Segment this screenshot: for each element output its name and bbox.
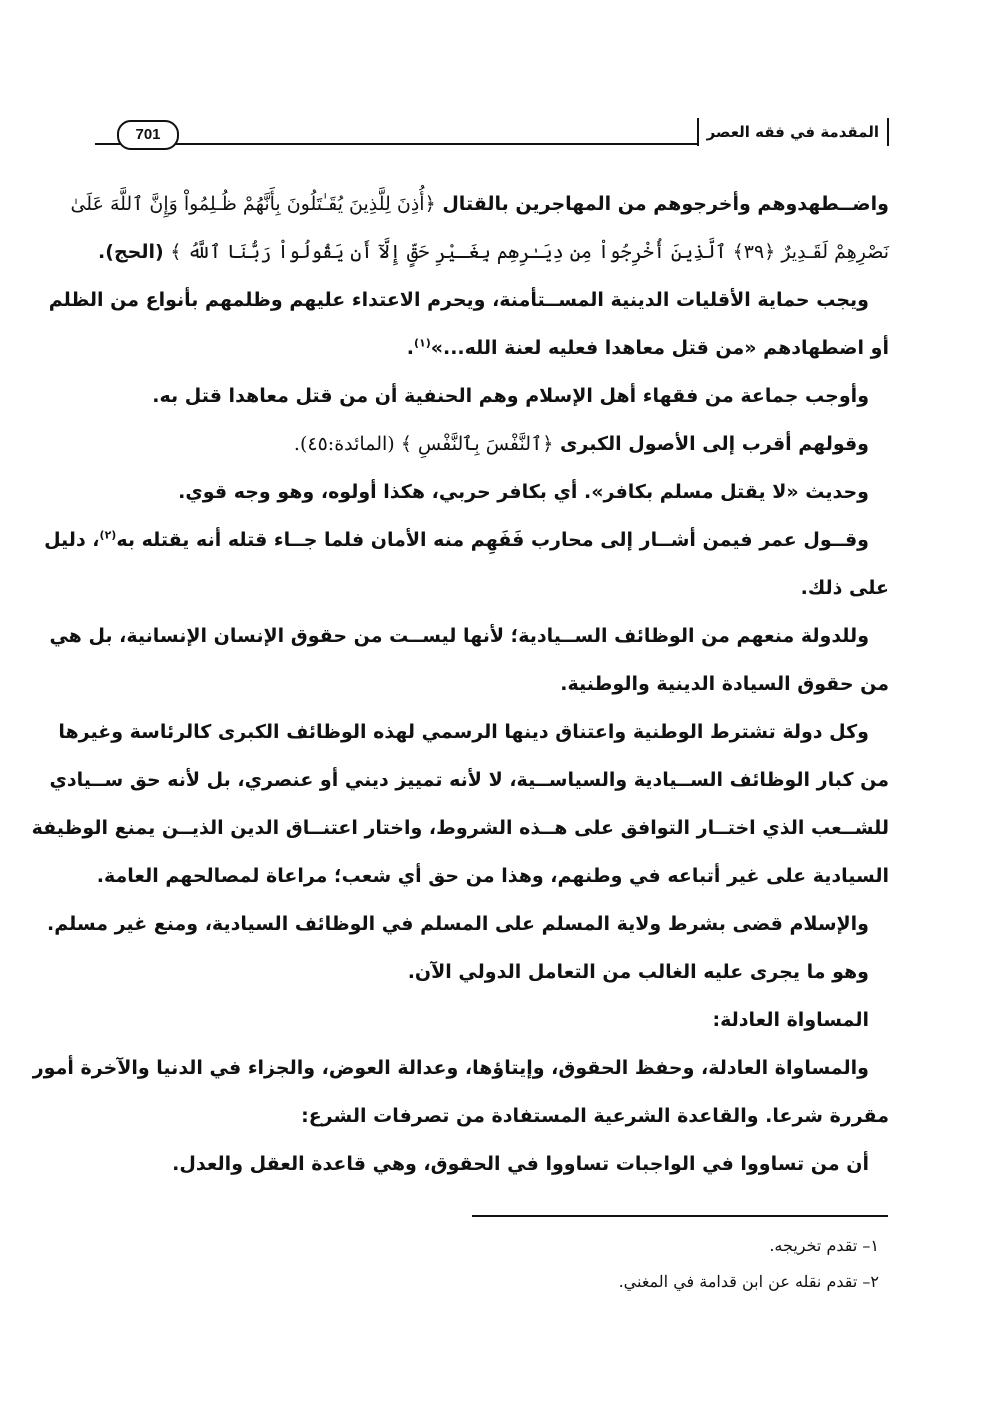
text-line (95, 468, 889, 516)
page-number: 701 (117, 120, 179, 150)
footnote-divider (472, 1215, 888, 1217)
footnote-marker: (١) (413, 336, 431, 350)
text-line (58, 708, 889, 756)
footnote: ٢– تقدم نقله عن ابن قدامة في المغني. (618, 1272, 879, 1291)
footnote-marker: (٢) (99, 528, 117, 542)
text-span: وقــول عمر فيمن أشــار إلى محارب فَفَهِم منه الأمان فلما جــاء قتله أنه يقتله به (116, 529, 869, 551)
text-line (32, 1044, 889, 1092)
page-header (95, 118, 889, 152)
main-text (31, 180, 889, 1188)
text-span: السيادية على غير أتباعه في وطنهم، وهذا من حق أي شعب؛ مراعاة لمصالحهم العامة. (96, 865, 889, 887)
text-span: من كبار الوظائف الســيادية والسياســية، لا لأنه تمييز ديني أو عنصري، بل لأنه حق ســيادي (49, 769, 889, 791)
text-line (70, 180, 889, 228)
text-span: أن من تساووا في الواجبات تساووا في الحقوق، وهي قاعدة العقل والعدل. (172, 1153, 869, 1175)
text-line (49, 756, 889, 804)
text-span: مقررة شرعا. والقاعدة الشرعية المستفادة من تصرفات الشرع: (301, 1105, 889, 1127)
text-line (47, 900, 889, 948)
book-title: المقدمة في فقه العصر (697, 118, 889, 146)
text-span: ، دليل (44, 529, 100, 551)
text-line (44, 516, 889, 564)
section-heading (95, 996, 889, 1044)
text-line (95, 948, 889, 996)
text-line (95, 228, 889, 276)
footnote: ١– تقدم تخريجه. (769, 1236, 879, 1255)
text-span: والمساواة العادلة، وحفظ الحقوق، وإيتاؤها، وعدالة العوض، والجزاء في الدنيا والآخرة أمور (32, 1057, 869, 1079)
text-line (31, 804, 889, 852)
text-span: على ذلك. (800, 577, 889, 599)
text-span: المساواة العادلة: (712, 1009, 869, 1031)
text-span: ويجب حماية الأقليات الدينية المســتأمنة، ويحرم الاعتداء عليهم وظلمهم بأنواع من الظلم (48, 289, 869, 311)
text-span: وكل دولة تشترط الوطنية واعتناق دينها الرسمي لهذه الوظائف الكبرى كالرئاسة وغيرها (58, 721, 869, 743)
text-span: وحديث «لا يقتل مسلم بكافر». أي بكافر حربي، هكذا أولوه، وهو وجه قوي. (178, 481, 869, 503)
text-span: وللدولة منعهم من الوظائف الســيادية؛ لأنها ليســت من حقوق الإنسان الإنسانية، بل هي (49, 625, 869, 647)
quran-quote: ﴿أُذِنَ لِلَّذِينَ يُقَـٰتَلُونَ بِأَنَّهُمْ ظُـلِمُواْ وَإِنَّ ٱللَّهَ عَلَىٰ (70, 193, 436, 215)
text-span: من حقوق السيادة الدينية والوطنية. (560, 673, 889, 695)
quran-quote: ﴿ٱلنَّفْسَ بِٱلنَّفْسِ ﴾ (400, 433, 554, 455)
text-span: واضــطهدوهم وأخرجوهم من المهاجرين بالقتال (435, 193, 889, 215)
verse-reference: (المائدة:٤٥). (293, 433, 401, 455)
text-span: (الحج). (98, 241, 171, 263)
text-line (95, 660, 889, 708)
text-line (48, 276, 889, 324)
text-line (95, 1092, 889, 1140)
text-span: وقولهم أقرب إلى الأصول الكبرى (553, 433, 869, 455)
text-span: أو اضطهادهم «من قتل معاهدا فعليه لعنة الله...» (430, 337, 889, 359)
text-line (95, 372, 889, 420)
text-line (95, 324, 889, 372)
text-line (95, 852, 889, 900)
text-line (95, 1140, 889, 1188)
footnotes (95, 1228, 889, 1300)
text-span: . (406, 337, 414, 359)
quran-quote: نَصْرِهِمْ لَقَـدِيرٌ ﴿٣٩﴾ ٱلَّذِينَ أُخْرِجُواْ مِن دِيَـٰرِهِم بِغَـيْرِ حَقٍّ إِلَّآ أَن يَقُولُواْ رَبُّنَا ٱللَّهُ ﴾ (170, 241, 889, 263)
text-span: والإسلام قضى بشرط ولاية المسلم على المسلم في الوظائف السيادية، ومنع غير مسلم. (47, 913, 869, 935)
text-span: وهو ما يجرى عليه الغالب من التعامل الدولي الآن. (407, 961, 869, 983)
text-line (95, 420, 889, 468)
text-line (49, 612, 889, 660)
text-line (95, 564, 889, 612)
text-span: وأوجب جماعة من فقهاء أهل الإسلام وهم الحنفية أن من قتل معاهدا قتل به. (152, 385, 869, 407)
text-span: للشــعب الذي اختــار التوافق على هــذه الشروط، واختار اعتنــاق الدين الذيــن يمنع الوظيفة (31, 817, 889, 839)
